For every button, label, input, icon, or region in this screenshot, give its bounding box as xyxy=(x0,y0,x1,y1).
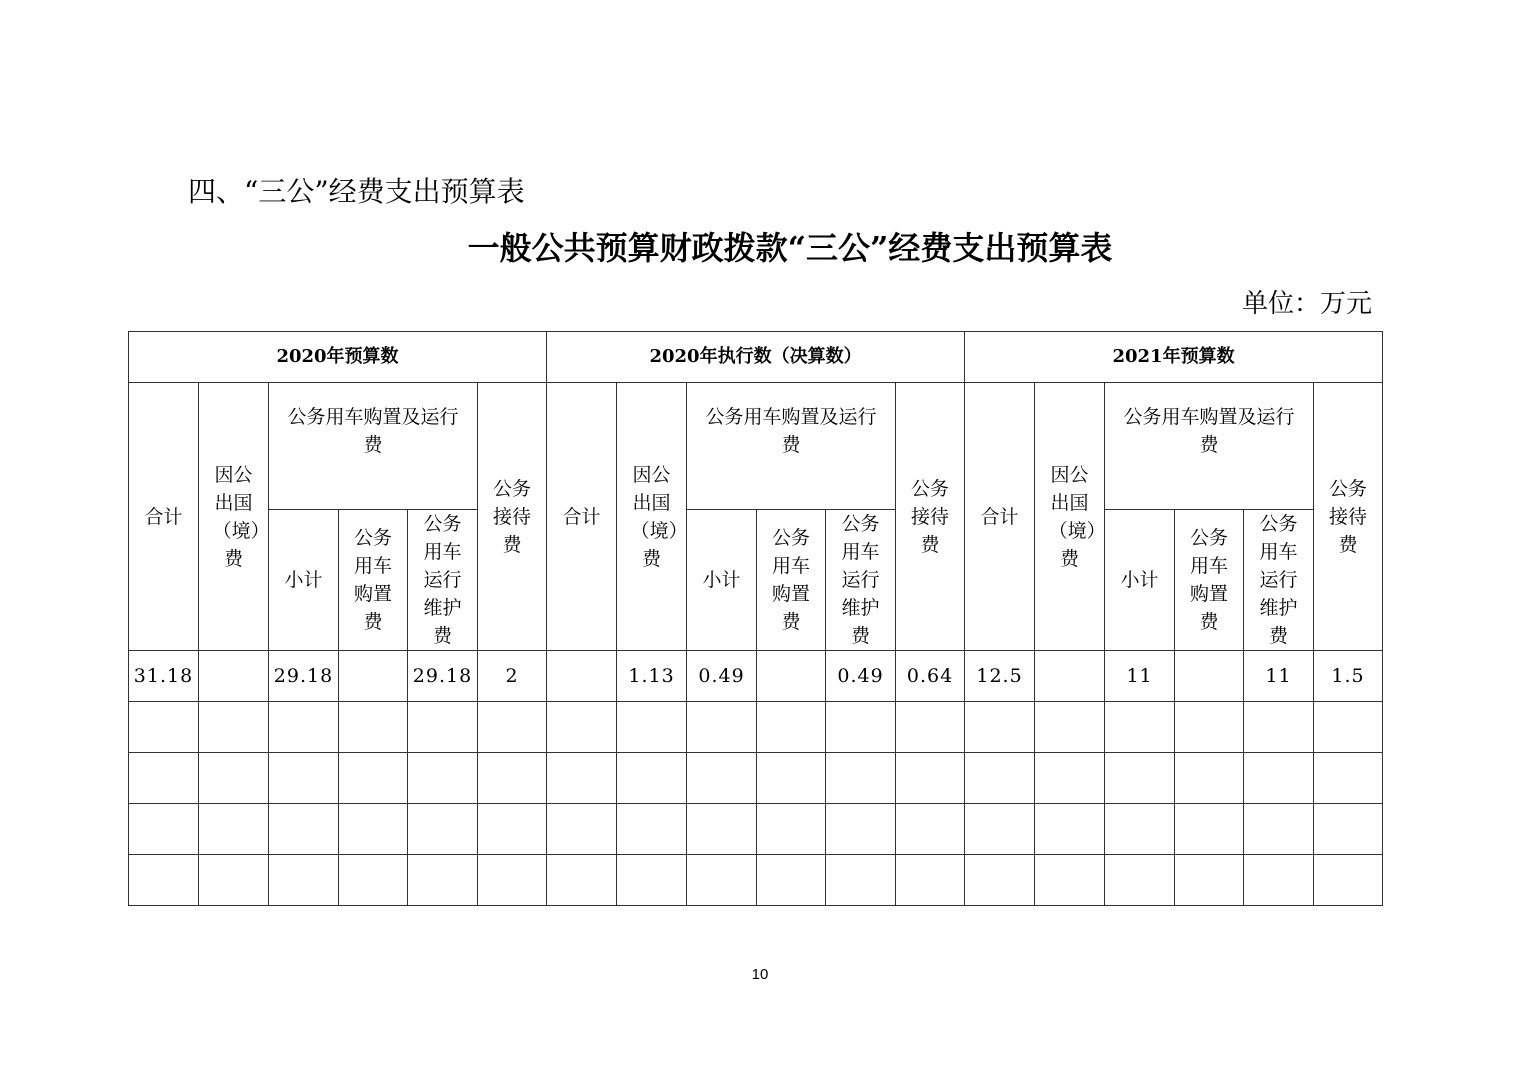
header-purchase: 公务用车购置费 xyxy=(1175,510,1244,651)
table-cell: 1.5 xyxy=(1314,651,1383,702)
header-abroad: 因公出国（境）费 xyxy=(199,383,269,651)
table-cell xyxy=(547,651,617,702)
table-row xyxy=(129,753,1383,804)
table-body xyxy=(129,651,1383,906)
table-row xyxy=(129,804,1383,855)
table-cell xyxy=(408,702,478,753)
header-operation: 公务用车运行维护费 xyxy=(1244,510,1314,651)
table-cell: 31.18 xyxy=(129,651,199,702)
table-cell xyxy=(1175,804,1244,855)
header-reception: 公务接待费 xyxy=(896,383,965,651)
table-cell xyxy=(1035,753,1105,804)
table-cell xyxy=(965,753,1035,804)
table-cell xyxy=(1244,804,1314,855)
table-cell xyxy=(547,804,617,855)
header-abroad: 因公出国（境）费 xyxy=(617,383,687,651)
header-total: 合计 xyxy=(129,383,199,651)
header-sub-row-1 xyxy=(129,383,1383,510)
table-cell xyxy=(129,804,199,855)
table-cell xyxy=(129,702,199,753)
table-cell xyxy=(408,804,478,855)
header-purchase: 公务用车购置费 xyxy=(339,510,408,651)
table-cell xyxy=(617,855,687,906)
header-purchase: 公务用车购置费 xyxy=(757,510,826,651)
table-cell xyxy=(339,804,408,855)
header-vehicle: 公务用车购置及运行费 xyxy=(1105,383,1314,510)
table-cell xyxy=(1175,753,1244,804)
header-subtotal: 小计 xyxy=(1105,510,1175,651)
table-cell xyxy=(1244,855,1314,906)
table-cell xyxy=(896,753,965,804)
table-cell xyxy=(269,804,339,855)
header-reception: 公务接待费 xyxy=(1314,383,1383,651)
table-cell xyxy=(1105,702,1175,753)
table-cell xyxy=(687,753,757,804)
table-cell xyxy=(339,753,408,804)
group-header-2020-actual: 2020年执行数（决算数） xyxy=(547,332,965,383)
table-cell: 0.49 xyxy=(687,651,757,702)
table-title: 一般公共预算财政拨款“三公”经费支出预算表 xyxy=(467,229,1113,267)
table-cell xyxy=(896,855,965,906)
header-subtotal: 小计 xyxy=(269,510,339,651)
table-cell xyxy=(1244,753,1314,804)
table-cell: 12.5 xyxy=(965,651,1035,702)
table-cell xyxy=(1175,855,1244,906)
table-cell xyxy=(1035,855,1105,906)
table-cell xyxy=(199,804,269,855)
table-cell xyxy=(757,855,826,906)
table-cell xyxy=(1244,702,1314,753)
table-cell xyxy=(1105,753,1175,804)
table-cell xyxy=(199,855,269,906)
table-cell xyxy=(757,753,826,804)
table-cell xyxy=(339,702,408,753)
table-cell xyxy=(1314,804,1383,855)
table-cell xyxy=(547,753,617,804)
group-header-2020-budget: 2020年预算数 xyxy=(129,332,547,383)
table-cell xyxy=(965,855,1035,906)
header-abroad: 因公出国（境）费 xyxy=(1035,383,1105,651)
table-cell xyxy=(478,855,547,906)
table-cell xyxy=(547,855,617,906)
table-cell xyxy=(478,753,547,804)
table-cell xyxy=(478,804,547,855)
table-cell xyxy=(1035,651,1105,702)
table-cell xyxy=(199,753,269,804)
table-cell xyxy=(1035,804,1105,855)
table-cell xyxy=(199,702,269,753)
table-cell xyxy=(687,855,757,906)
table-cell xyxy=(826,702,896,753)
table-cell xyxy=(478,702,547,753)
unit-label: 单位：万元 xyxy=(1241,289,1372,319)
page-number: 10 xyxy=(751,966,769,983)
table-cell xyxy=(269,753,339,804)
table-cell: 2 xyxy=(478,651,547,702)
table-cell xyxy=(826,855,896,906)
table-cell xyxy=(1314,702,1383,753)
table-cell: 0.64 xyxy=(896,651,965,702)
table-cell xyxy=(687,702,757,753)
header-sub-row-2 xyxy=(129,510,1383,651)
table-cell xyxy=(687,804,757,855)
table-cell: 0.49 xyxy=(826,651,896,702)
table-cell xyxy=(1105,804,1175,855)
table-cell xyxy=(1314,753,1383,804)
table-cell xyxy=(129,855,199,906)
table-cell: 11 xyxy=(1105,651,1175,702)
header-total: 合计 xyxy=(965,383,1035,651)
table-cell xyxy=(269,702,339,753)
section-heading: 四、“三公”经费支出预算表 xyxy=(188,175,525,208)
table-cell xyxy=(547,702,617,753)
table-cell xyxy=(1175,702,1244,753)
table-cell xyxy=(757,702,826,753)
table-cell xyxy=(1035,702,1105,753)
header-group-row xyxy=(129,332,1383,383)
group-header-2021-budget: 2021年预算数 xyxy=(965,332,1383,383)
table-cell xyxy=(757,651,826,702)
table-cell: 29.18 xyxy=(408,651,478,702)
table-cell xyxy=(896,702,965,753)
header-reception: 公务接待费 xyxy=(478,383,547,651)
header-operation: 公务用车运行维护费 xyxy=(826,510,896,651)
table-cell xyxy=(965,702,1035,753)
three-public-expenses-table xyxy=(128,331,1383,906)
table-cell xyxy=(1175,651,1244,702)
table-cell xyxy=(408,855,478,906)
table-cell xyxy=(339,855,408,906)
table-cell xyxy=(896,804,965,855)
table-cell: 1.13 xyxy=(617,651,687,702)
header-subtotal: 小计 xyxy=(687,510,757,651)
table-cell: 29.18 xyxy=(269,651,339,702)
table-cell xyxy=(199,651,269,702)
table-cell xyxy=(617,753,687,804)
table-cell xyxy=(1314,855,1383,906)
table-row xyxy=(129,702,1383,753)
table-cell xyxy=(965,804,1035,855)
table-row xyxy=(129,651,1383,702)
table-cell xyxy=(826,753,896,804)
table-cell xyxy=(408,753,478,804)
table-cell xyxy=(617,702,687,753)
table-cell xyxy=(269,855,339,906)
table-cell xyxy=(129,753,199,804)
table-cell xyxy=(826,804,896,855)
header-total: 合计 xyxy=(547,383,617,651)
table-cell xyxy=(1105,855,1175,906)
header-operation: 公务用车运行维护费 xyxy=(408,510,478,651)
table-cell xyxy=(757,804,826,855)
header-vehicle: 公务用车购置及运行费 xyxy=(269,383,478,510)
table-row xyxy=(129,855,1383,906)
table-cell: 11 xyxy=(1244,651,1314,702)
header-vehicle: 公务用车购置及运行费 xyxy=(687,383,896,510)
table-cell xyxy=(339,651,408,702)
table-cell xyxy=(617,804,687,855)
